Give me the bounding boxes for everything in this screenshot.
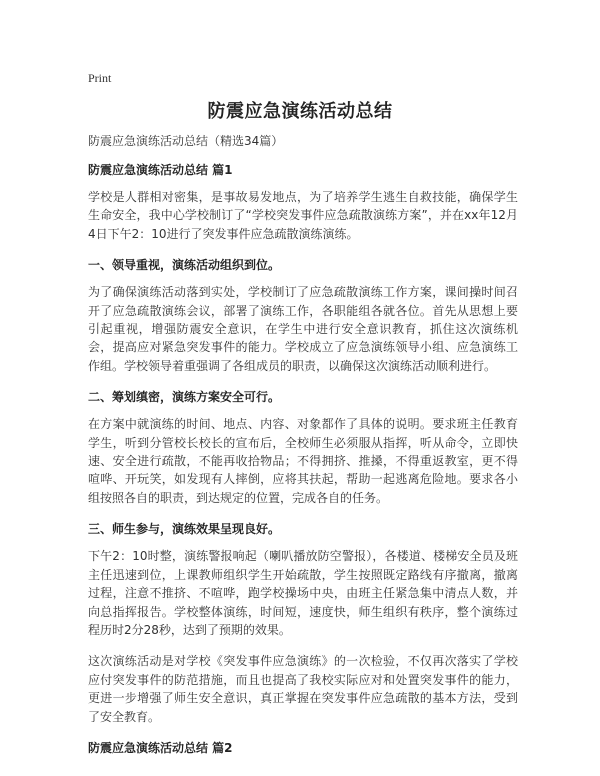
article-1-heading: 防震应急演练活动总结 篇1 <box>88 163 233 177</box>
section-2-paragraph: 在方案中就演练的时间、地点、内容、对象都作了具体的说明。要求班主任教育学生，听到分管校长校长的宣布后，全校师生必须服从指挥，听从命令，立即快速、安全进行疏散，不能再收拾物品；不得拥挤、推搡，不得重返教室，更不得喧哗、开玩笑，如发现有人摔倒，应将其扶起，帮助一起逃离危险地。要求各小组按照各自的职责，到达规定的位置，完成各自的任务。 <box>88 417 518 505</box>
section-1-paragraph: 为了确保演练活动落到实处，学校制订了应急疏散演练工作方案，课间操时间召开了应急疏散演练会议，部署了演练工作，各职能组各就各位。首先从思想上要引起重视，增强防震安全意识，在学生中进行安全意识教育，抓住这次演练机会，提高应对紧急突发事件的能力。学校成立了应急演练领导小组、应急演练工作组。学校领导着重强调了各组成员的职责，以确保这次演练活动顺利进行。 <box>88 285 518 373</box>
section-3-heading: 三、师生参与，演练效果呈现良好。 <box>88 522 281 537</box>
print-link[interactable]: Print <box>88 71 112 85</box>
article-1-intro: 学校是人群相对密集，是事故易发地点，为了培养学生逃生自救技能，确保学生生命安全，我中心学校制订了“学校突发事件应急疏散演练方案”，并在xx年12月4日下午2：10进行了突发事件应急疏散演练演练。 <box>88 190 518 241</box>
page-title: 防震应急演练活动总结 <box>207 101 393 122</box>
document-subtitle: 防震应急演练活动总结（精选34篇） <box>88 134 284 148</box>
section-3-paragraph-1: 下午2：10时整，演练警报响起（喇叭播放防空警报），各楼道、楼梯安全员及班主任迅速到位，上课教师组织学生开始疏散，学生按照既定路线有序撤离，撤离过程，注意不推挤、不喧哗，跑学校操场中央，由班主任紧急集中清点人数，并向总指挥报告。学校整体演练，时间短，速度快，师生组织有秩序，整个演练过程历时2分28秒，达到了预期的效果。 <box>88 549 518 637</box>
document-body <box>88 132 518 766</box>
section-1-heading: 一、领导重视，演练活动组织到位。 <box>88 258 281 273</box>
article-2-heading: 防震应急演练活动总结 篇2 <box>88 740 233 755</box>
section-3-paragraph-2: 这次演练活动是对学校《突发事件应急演练》的一次检验，不仅再次落实了学校应付突发事件的防范措施，而且也提高了我校实际应对和处置突发事件的能力，更进一步增强了师生安全意识，真正掌握在突发事件应急疏散的基本方法，受到了安全教育。 <box>88 654 518 724</box>
section-2-heading: 二、筹划缜密，演练方案安全可行。 <box>88 390 281 405</box>
